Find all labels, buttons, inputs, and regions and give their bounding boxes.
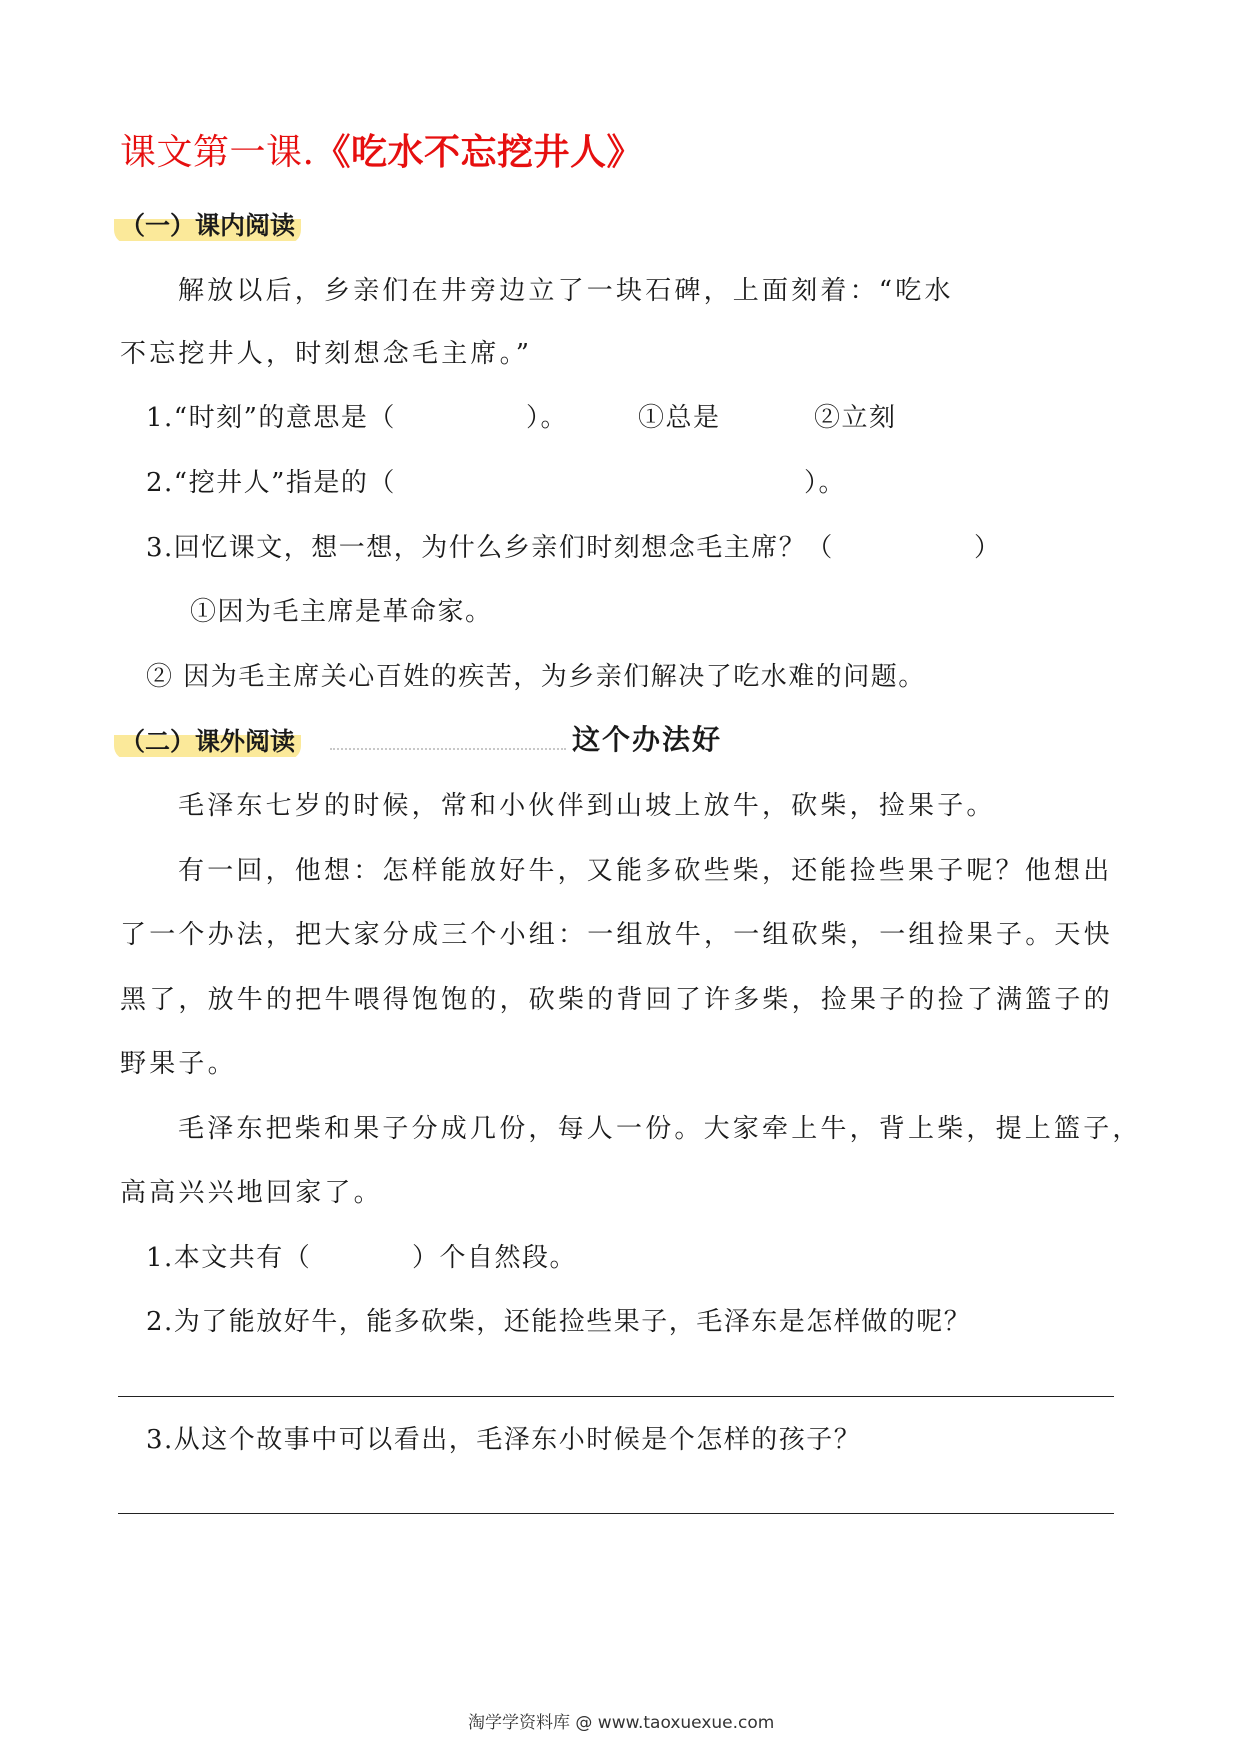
- question-1: 1.“时刻”的意思是（: [146, 403, 396, 433]
- question-1-option-2: ②立刻: [814, 403, 897, 433]
- story-line-2: 有一回，他想：怎样能放好牛，又能多砍些柴，还能捡些果子呢？他想出: [178, 856, 1113, 886]
- question-3-close: ）: [974, 533, 1002, 563]
- story-question-2: 2.为了能放好牛，能多砍柴，还能捡些果子，毛泽东是怎样做的呢？: [146, 1307, 972, 1337]
- story-line-7: 高高兴兴地回家了。: [120, 1178, 383, 1208]
- story-question-3: 3.从这个故事中可以看出，毛泽东小时候是个怎样的孩子？: [146, 1425, 862, 1455]
- question-1-option-1: ①总是: [638, 403, 721, 433]
- story-line-3: 了一个办法，把大家分成三个小组：一组放牛，一组砍柴，一组捡果子。天快: [120, 920, 1113, 950]
- question-2-close: ）。: [804, 468, 847, 498]
- story-line-4: 黑了，放牛的把牛喂得饱饱的，砍柴的背回了许多柴，捡果子的捡了满篮子的: [120, 985, 1113, 1015]
- answer-line-2: [118, 1513, 1114, 1514]
- title-prefix: 课文第一课.: [120, 132, 315, 173]
- footer-watermark: 淘学学资料库 @ www.taoxuexue.com: [468, 1713, 775, 1733]
- passage-line-2: 不忘挖井人，时刻想念毛主席。”: [120, 339, 533, 369]
- story-line-5: 野果子。: [120, 1049, 237, 1079]
- question-3-option-1: ①因为毛主席是革命家。: [190, 597, 493, 627]
- title-book: 《吃水不忘挖井人》: [314, 132, 643, 173]
- section-heading-extracurricular: （二）课外阅读: [114, 720, 301, 760]
- passage-line-1: 解放以后，乡亲们在井旁边立了一块石碑，上面刻着：“吃水: [178, 276, 954, 306]
- page-title: [120, 124, 643, 175]
- story-line-1: 毛泽东七岁的时候，常和小伙伴到山坡上放牛，砍柴，捡果子。: [178, 791, 996, 821]
- question-1-close: ）。: [526, 403, 569, 433]
- answer-line-1: [118, 1396, 1114, 1397]
- story-question-1: 1.本文共有（: [146, 1243, 312, 1273]
- dotted-leader: [330, 748, 566, 750]
- story-question-1-close: ）个自然段。: [412, 1243, 578, 1273]
- story-line-6: 毛泽东把柴和果子分成几份，每人一份。大家牵上牛，背上柴，提上篮子，: [178, 1114, 1142, 1144]
- question-2: 2.“挖井人”指是的（: [146, 468, 396, 498]
- section-heading-in-class: （一）课内阅读: [114, 204, 301, 244]
- question-3-option-2: ② 因为毛主席关心百姓的疾苦，为乡亲们解决了吃水难的问题。: [146, 662, 926, 692]
- story-title: 这个办法好: [572, 723, 723, 756]
- question-3: 3.回忆课文，想一想，为什么乡亲们时刻想念毛主席？（: [146, 533, 834, 563]
